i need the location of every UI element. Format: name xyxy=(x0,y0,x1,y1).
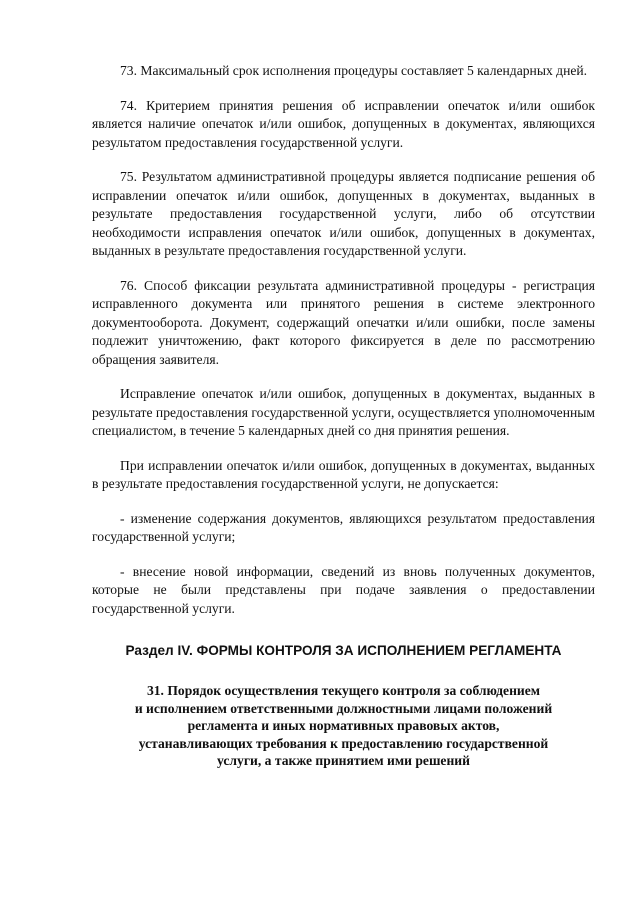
subsection-title-line: устанавливающих требования к предоставлению государственной xyxy=(138,735,549,751)
subsection-title-line: регламента и иных нормативных правовых актов, xyxy=(187,718,500,733)
subsection-title xyxy=(92,682,595,770)
paragraph-75: 75. Результатом административной процедуры является подписание решения об исправлении опечаток и/или ошибок, допущенных в документах, выданных в результате предоставления государственной услуги, либо об отсутствии необходимости исправления опечаток и/или ошибок, допущенных в документах, выданных в результате предоставления государственной услуги. xyxy=(92,169,595,258)
subsection-title-line: 31. Порядок осуществления текущего контроля за соблюдением xyxy=(146,683,541,698)
subsection-title-line: и исполнением ответственными должностными лицами положений xyxy=(134,700,553,716)
paragraph-correction: Исправление опечаток и/или ошибок, допущенных в документах, выданных в результате предоставления государственной услуги, осуществляется уполномоченным специалистом, в течение 5 календарных дней со дня принятия решения. xyxy=(92,386,595,438)
paragraph-73: 73. Максимальный срок исполнения процедуры составляет 5 календарных дней. xyxy=(120,63,588,78)
list-item-new-info: - внесение новой информации, сведений из вновь полученных документов, которые не были представлены при подаче заявления о предоставлении государственной услуги. xyxy=(92,563,595,616)
paragraph-76: 76. Способ фиксации результата административной процедуры - регистрация исправленного документа или принятого решения в системе электронного документооборота. Документ, содержащий опечатки и/или ошибки, после замены подлежит уничтожению, факт которого фиксируется в деле по рассмотрению обращения заявителя. xyxy=(92,277,595,367)
section-title: Раздел IV. ФОРМЫ КОНТРОЛЯ ЗА ИСПОЛНЕНИЕМ РЕГЛАМЕНТА xyxy=(125,643,562,658)
list-item-content-change: - изменение содержания документов, являющихся результатом предоставления государственной услуги; xyxy=(92,510,595,544)
paragraph-74: 74. Критерием принятия решения об исправлении опечаток и/или ошибок является наличие опечаток и/или ошибок, допущенных в документах, являющихся результатом предоставления государственной услуги. xyxy=(92,97,595,150)
document-body xyxy=(92,62,595,770)
subsection-title-line: услуги, а также принятием ими решений xyxy=(217,753,470,768)
paragraph-not-allowed: При исправлении опечаток и/или ошибок, допущенных в документах, выданных в результате предоставления государственной услуги, не допускается: xyxy=(92,457,595,491)
